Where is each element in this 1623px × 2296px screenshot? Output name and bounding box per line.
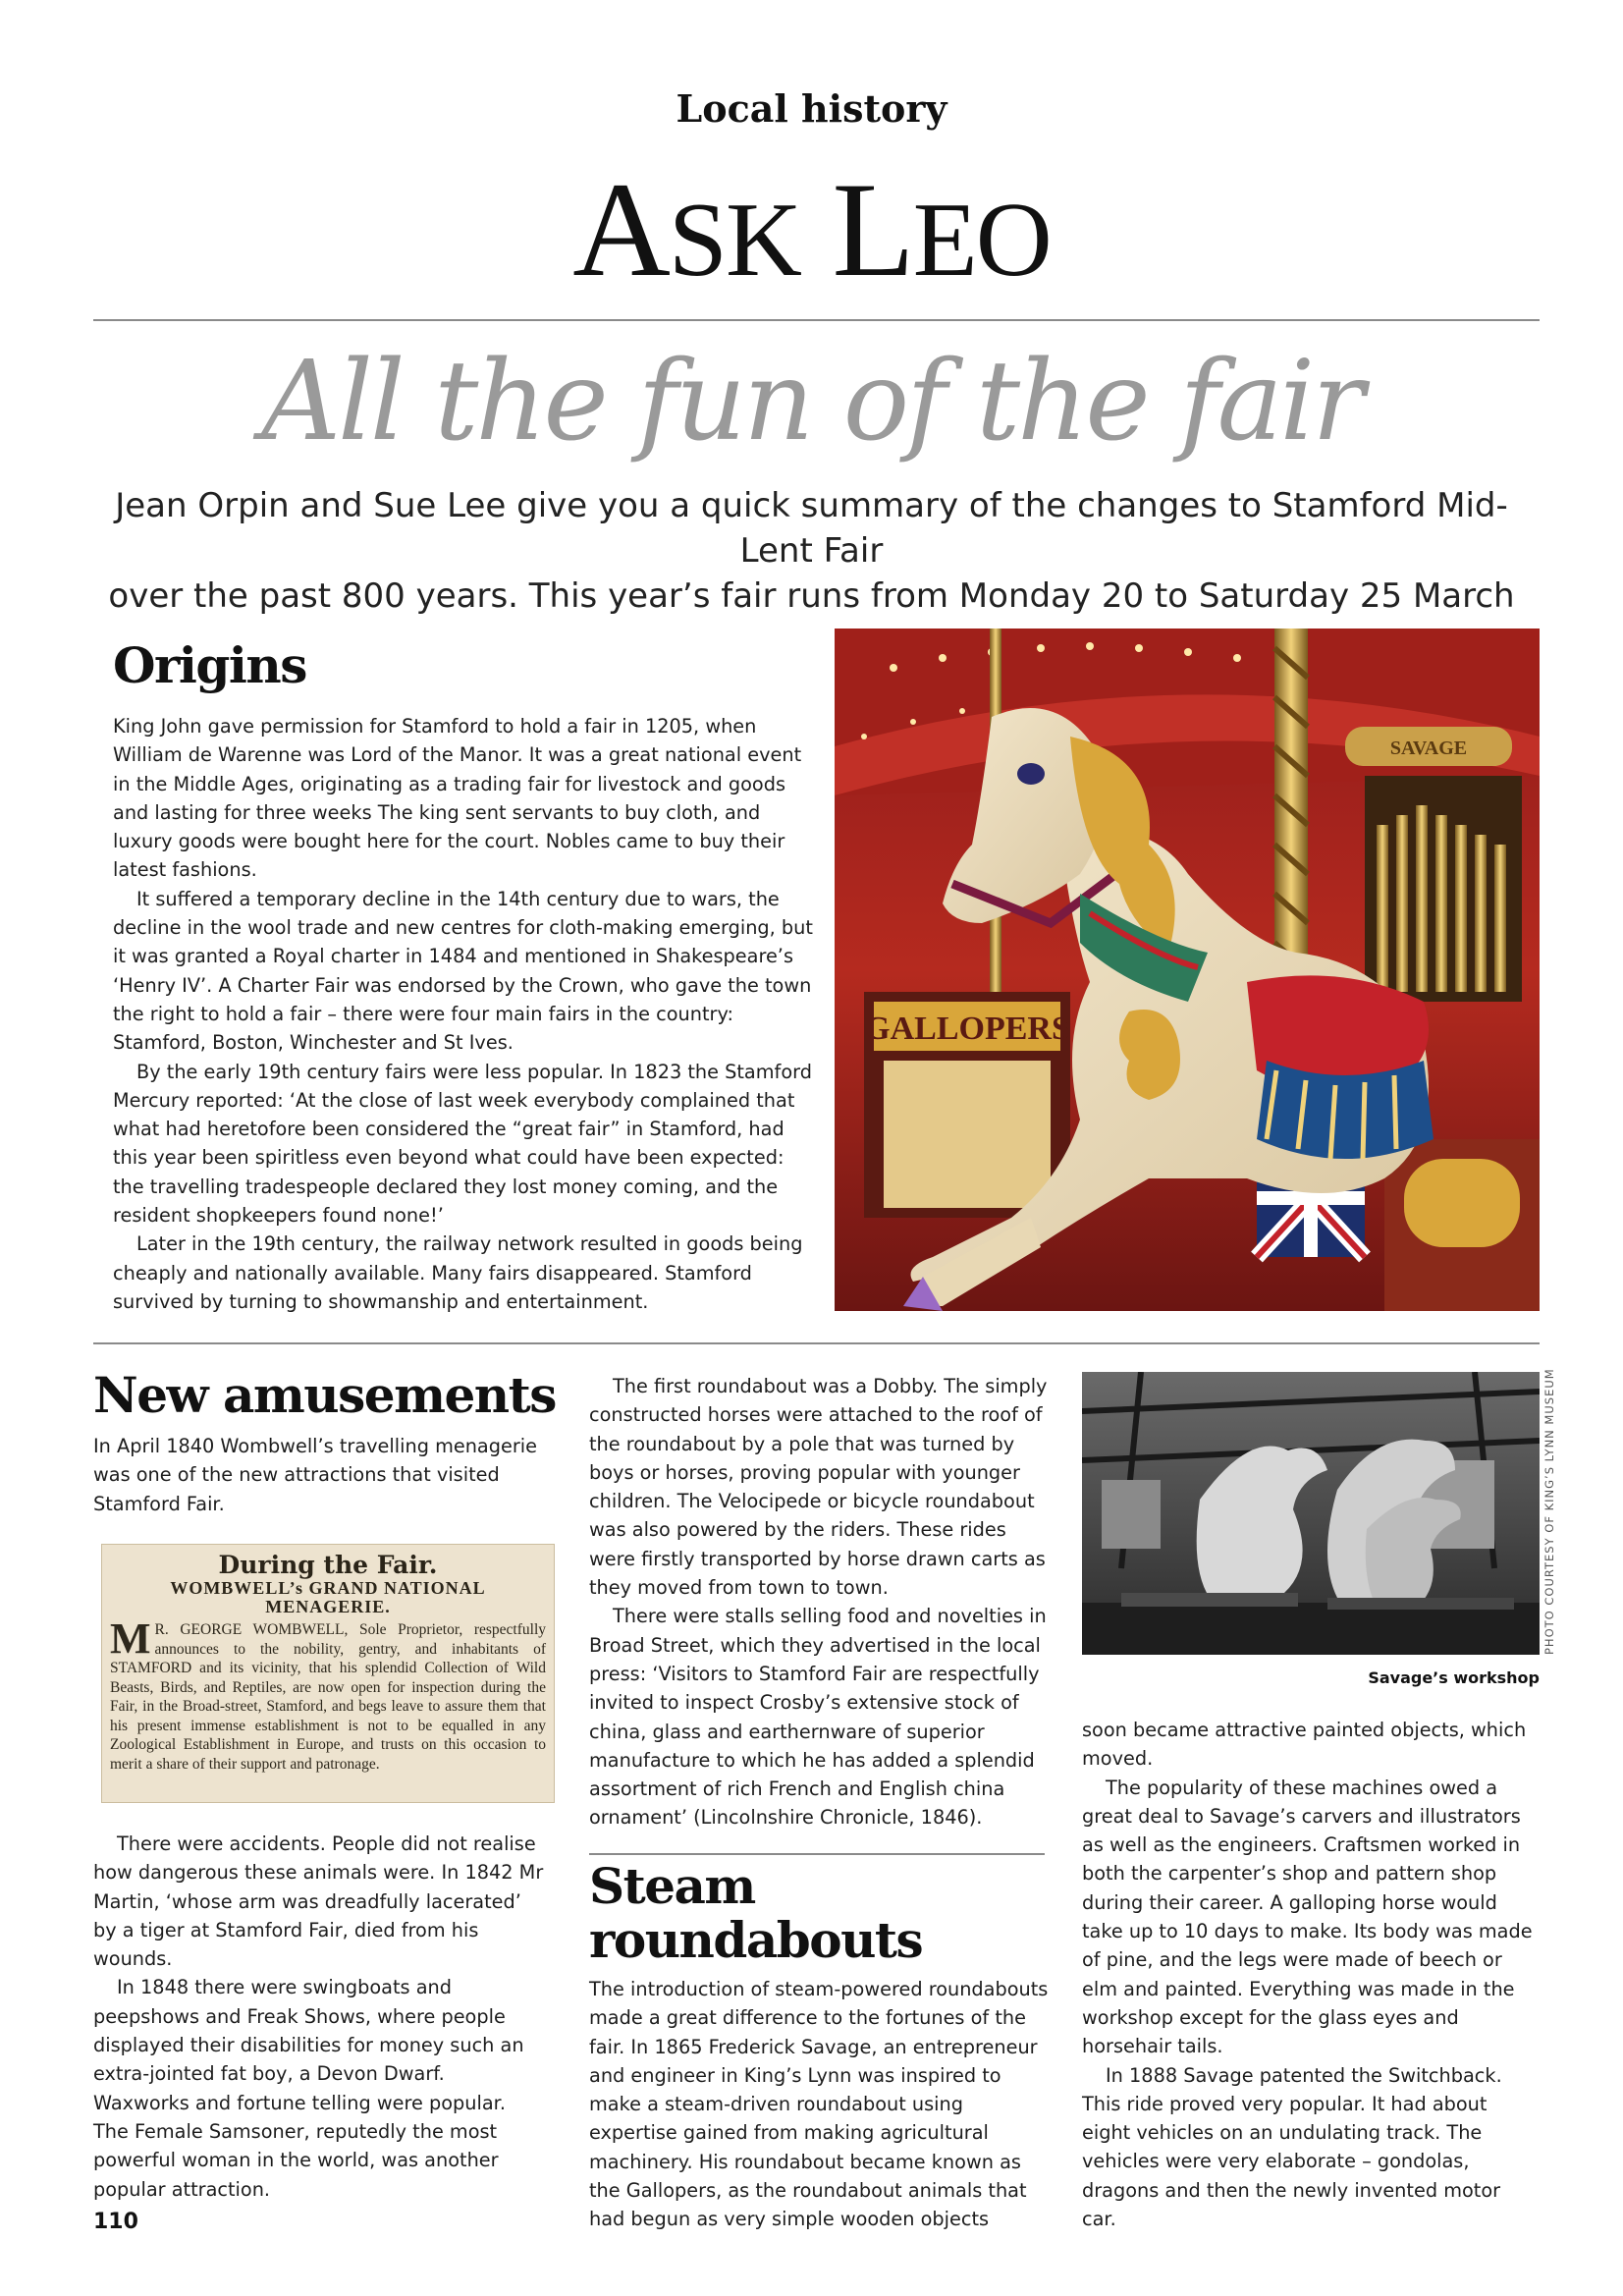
column-rule — [589, 1853, 1045, 1855]
column-3-paragraph-2: The popularity of these machines owed a great deal to Savage’s carvers and illustrators as well as the engineers. Craftsmen worked in both the carpenter’s shop and pattern shop during their career. A galloping horse would take up to 10 days to make. Its body was made of pine, and the legs were made of beech or elm and painted. Everything was made in the workshop except for the glass eyes and horsehair tails. — [1082, 1776, 1533, 2058]
section-rule — [93, 1342, 1540, 1344]
workshop-caption: Savage’s workshop — [1368, 1668, 1540, 1687]
clipping-subtitle-2: MENAGERIE. — [265, 1597, 391, 1616]
standfirst — [88, 483, 1535, 619]
steam-roundabouts-heading: Steam roundabouts — [589, 1857, 923, 1969]
column-3-paragraph-1: soon became attractive painted objects, which moved. — [1082, 1719, 1527, 1771]
newspaper-clipping — [101, 1544, 555, 1803]
new-amusements-heading: New amusements — [93, 1366, 556, 1424]
carousel-illustration — [835, 629, 1540, 1311]
new-amusements-paragraph-2: In 1848 there were swingboats and peepshows and Freak Shows, where people displayed their disabilities for money such an extra-jointed fat boy, a Devon Dwarf. Waxworks and fortune telling were popular. The Female Samsoner, reputedly the most powerful woman in the world, was another popular attraction. — [93, 1976, 524, 2201]
masthead-rest-eo: EO — [912, 182, 1051, 299]
new-amusements-section — [93, 1368, 565, 1518]
new-amusements-intro — [93, 1432, 565, 1518]
roof-sign-text: SAVAGE — [1389, 738, 1468, 759]
clipping-body-text: R. GEORGE WOMBWELL, Sole Proprietor, respectfully announces to the nobility, gentry, and inhabitants of STAMFORD and its vicinity, that his splendid Collection of Wild Beasts, Birds, and Reptiles, are now open for inspection during the Fair, in the Broad-street, Stamford, and begs leave to assure them that his present immense establishment is not to be equalled in any Zoological Establishment in Europe, and trusts on this occasion to merit a share of their support and patronage. — [110, 1621, 546, 1773]
new-amusements-paragraph-1: There were accidents. People did not realise how dangerous these animals were. In 1842 Mr Martin, ‘whose arm was dreadfully lacerated’ by a tiger at Stamford Fair, died from his wounds. — [93, 1832, 544, 1971]
clipping-body — [102, 1616, 554, 1774]
carousel-horse-photo — [835, 629, 1540, 1311]
origins-heading: Origins — [113, 636, 306, 694]
savages-workshop-photo — [1082, 1372, 1540, 1655]
column-3-paragraph-3: In 1888 Savage patented the Switchback. This ride proved very popular. It had about eight vehicles on an undulating track. The vehicles were very elaborate – gondolas, dragons and then the newly invented motor car. — [1082, 2063, 1502, 2231]
masthead-rest-sk: SK — [668, 182, 800, 299]
section-label: Local history — [676, 86, 947, 131]
origins-paragraph-4: Later in the 19th century, the railway network resulted in goods being cheaply and nationally available. Many fairs disappeared. Stamford survived by turning to showmanship and entertainment. — [113, 1232, 803, 1313]
new-amusements-intro-text: In April 1840 Wombwell’s travelling menagerie was one of the new attractions that visited Stamford Fair. — [93, 1435, 537, 1515]
column-3-body — [1082, 1716, 1540, 2233]
photo-credit: PHOTO COURTESY OF KING’S LYNN MUSEUM — [1542, 1368, 1556, 1655]
column-2-body — [589, 1372, 1049, 1832]
steam-roundabouts-paragraph: The introduction of steam-powered roundabouts made a great difference to the fortunes of the fair. In 1865 Frederick Savage, an entrepreneur and engineer in King’s Lynn was inspired to make a steam-driven roundabout using expertise gained from making agricultural machinery. His roundabout became known as the Gallopers, as the roundabout animals that had begun as very simple wooden objects — [589, 1978, 1049, 2231]
clipping-title: During the Fair. — [218, 1551, 438, 1579]
rounding-board-text: GALLOPERS — [864, 1011, 1070, 1047]
roundabouts-paragraph-1: The first roundabout was a Dobby. The simply constructed horses were attached to the roof of the roundabout by a pole that was turned by boys or horses, proving popular with younger children. The Velocipede or bicycle roundabout was also powered by the riders. These rides were firstly transported by horse drawn carts as they moved from town to town. — [589, 1375, 1048, 1600]
steam-roundabouts-body — [589, 1975, 1049, 2234]
clipping-subtitle-1: WOMBWELL’s GRAND NATIONAL — [170, 1578, 486, 1598]
column-masthead — [0, 154, 1623, 304]
workshop-illustration — [1082, 1372, 1540, 1655]
origins-paragraph-2: It suffered a temporary decline in the 14th century due to wars, the decline in the wool trade and new centres for cloth-making emerging, but it was granted a Royal charter in 1484 and mentioned in Shakespeare’s ‘Henry IV’. A Charter Fair was endorsed by the Crown, who gave the town the right to hold a fair – there were four main fairs in the country: Stamford, Boston, Winchester and St Ives. — [113, 887, 813, 1055]
stalls-paragraph: There were stalls selling food and novelties in Broad Street, which they advertised in the local press: ‘Visitors to Stamford Fair are respectfully invited to inspect Crosby’s extensive stock of china, glass and earthernware of superior manufacture to which he has added a splendid assortment of rich French and English china ornament’ (Lincolnshire Chronicle, 1846). — [589, 1605, 1047, 1830]
clipping-drop-cap: M — [110, 1614, 151, 1663]
masthead-initial-a: A — [572, 154, 669, 304]
origins-section — [113, 638, 820, 1316]
standfirst-line-2: over the past 800 years. This year’s fair runs from Monday 20 to Saturday 25 March — [108, 576, 1515, 616]
new-amusements-body — [93, 1830, 545, 2204]
origins-paragraph-3: By the early 19th century fairs were less popular. In 1823 the Stamford Mercury reported: ‘At the close of last week everybody complained that what had heretofore been considered the “great fair” in Stamford, had this year been spiritless even beyond what could have been expected: the travelling tradespeople declared they lost money coming, and the resident shopkeepers found none!’ — [113, 1060, 812, 1228]
header-rule — [93, 319, 1540, 321]
article-headline: All the fun of the fair — [261, 338, 1362, 465]
masthead-initial-l: L — [832, 154, 913, 304]
standfirst-line-1: Jean Orpin and Sue Lee give you a quick summary of the changes to Stamford Mid-Lent Fair — [115, 486, 1508, 571]
steam-roundabouts-section — [589, 1859, 1049, 2234]
page-number: 110 — [93, 2210, 138, 2234]
origins-body — [113, 712, 820, 1316]
origins-paragraph-1: King John gave permission for Stamford to hold a fair in 1205, when William de Warenne was Lord of the Manor. It was a great national event in the Middle Ages, originating as a trading fair for livestock and goods and lasting for three weeks The king sent servants to buy cloth, and luxury goods were bought here for the court. Nobles came to buy their latest fashions. — [113, 715, 802, 882]
